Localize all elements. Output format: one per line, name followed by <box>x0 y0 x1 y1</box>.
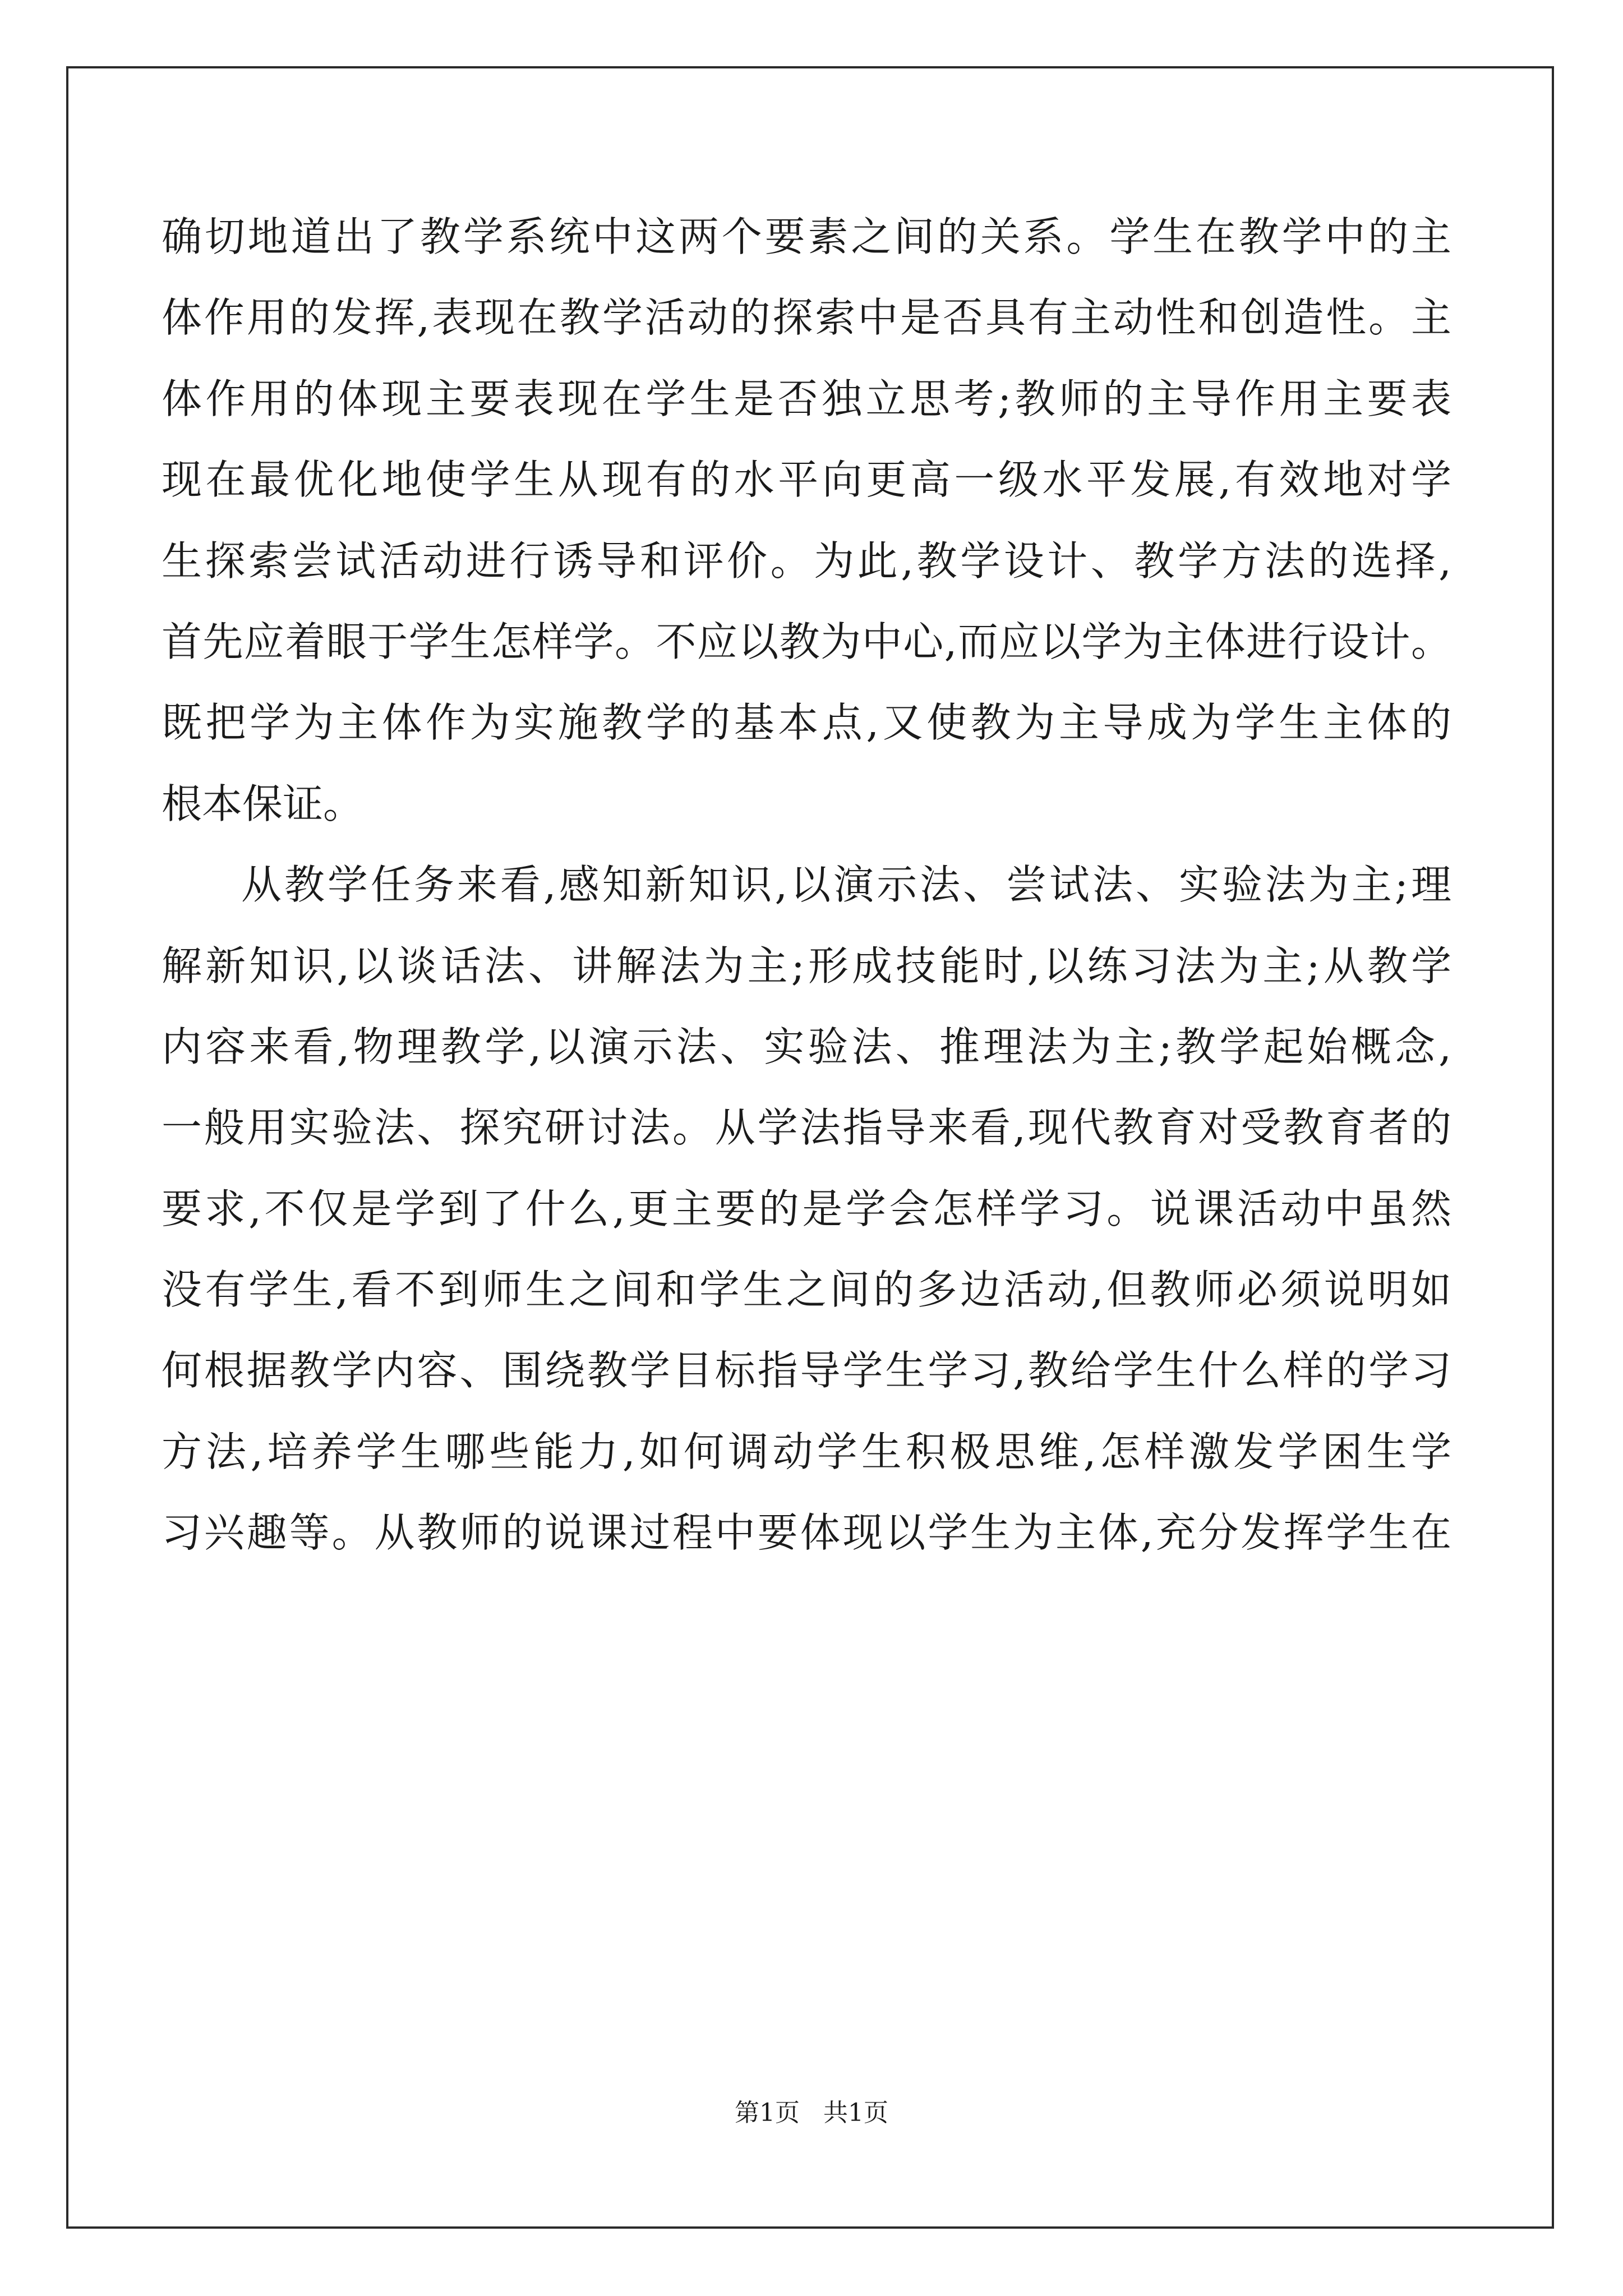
text-line: 习兴趣等。从教师的说课过程中要体现以学生为主体,充分发挥学生在 <box>162 1509 1451 1557</box>
text-line: 体作用的体现主要表现在学生是否独立思考;教师的主导作用主要表 <box>162 375 1451 422</box>
text-line: 方法,培养学生哪些能力,如何调动学生积极思维,怎样激发学困生学 <box>162 1428 1451 1475</box>
text-line: 要求,不仅是学到了什么,更主要的是学会怎样学习。说课活动中虽然 <box>162 1185 1451 1232</box>
text-line: 体作用的发挥,表现在教学活动的探索中是否具有主动性和创造性。主 <box>162 294 1451 342</box>
text-line: 根本保证。 <box>162 780 364 827</box>
text-line: 确切地道出了教学系统中这两个要素之间的关系。学生在教学中的主 <box>162 213 1451 260</box>
text-line: 既把学为主体作为实施教学的基本点,又使教为主导成为学生主体的 <box>162 699 1451 747</box>
text-line: 一般用实验法、探究研讨法。从学法指导来看,现代教育对受教育者的 <box>162 1104 1451 1152</box>
page-number-footer: 第1页 共1页 <box>735 2099 888 2127</box>
text-line: 内容来看,物理教学,以演示法、实验法、推理法为主;教学起始概念, <box>162 1023 1451 1070</box>
document-body <box>162 196 1451 1573</box>
paragraph-first-line: 从教学任务来看,感知新知识,以演示法、尝试法、实验法为主;理 <box>241 861 1451 909</box>
text-line: 生探索尝试活动进行诱导和评价。为此,教学设计、教学方法的选择, <box>162 537 1451 585</box>
text-line: 没有学生,看不到师生之间和学生之间的多边活动,但教师必须说明如 <box>162 1266 1451 1314</box>
text-line: 解新知识,以谈话法、讲解法为主;形成技能时,以练习法为主;从教学 <box>162 942 1451 990</box>
text-line: 现在最优化地使学生从现有的水平向更高一级水平发展,有效地对学 <box>162 456 1451 504</box>
text-line: 何根据教学内容、围绕教学目标指导学生学习,教给学生什么样的学习 <box>162 1347 1451 1395</box>
text-line: 首先应着眼于学生怎样学。不应以教为中心,而应以学为主体进行设计。 <box>162 618 1451 665</box>
